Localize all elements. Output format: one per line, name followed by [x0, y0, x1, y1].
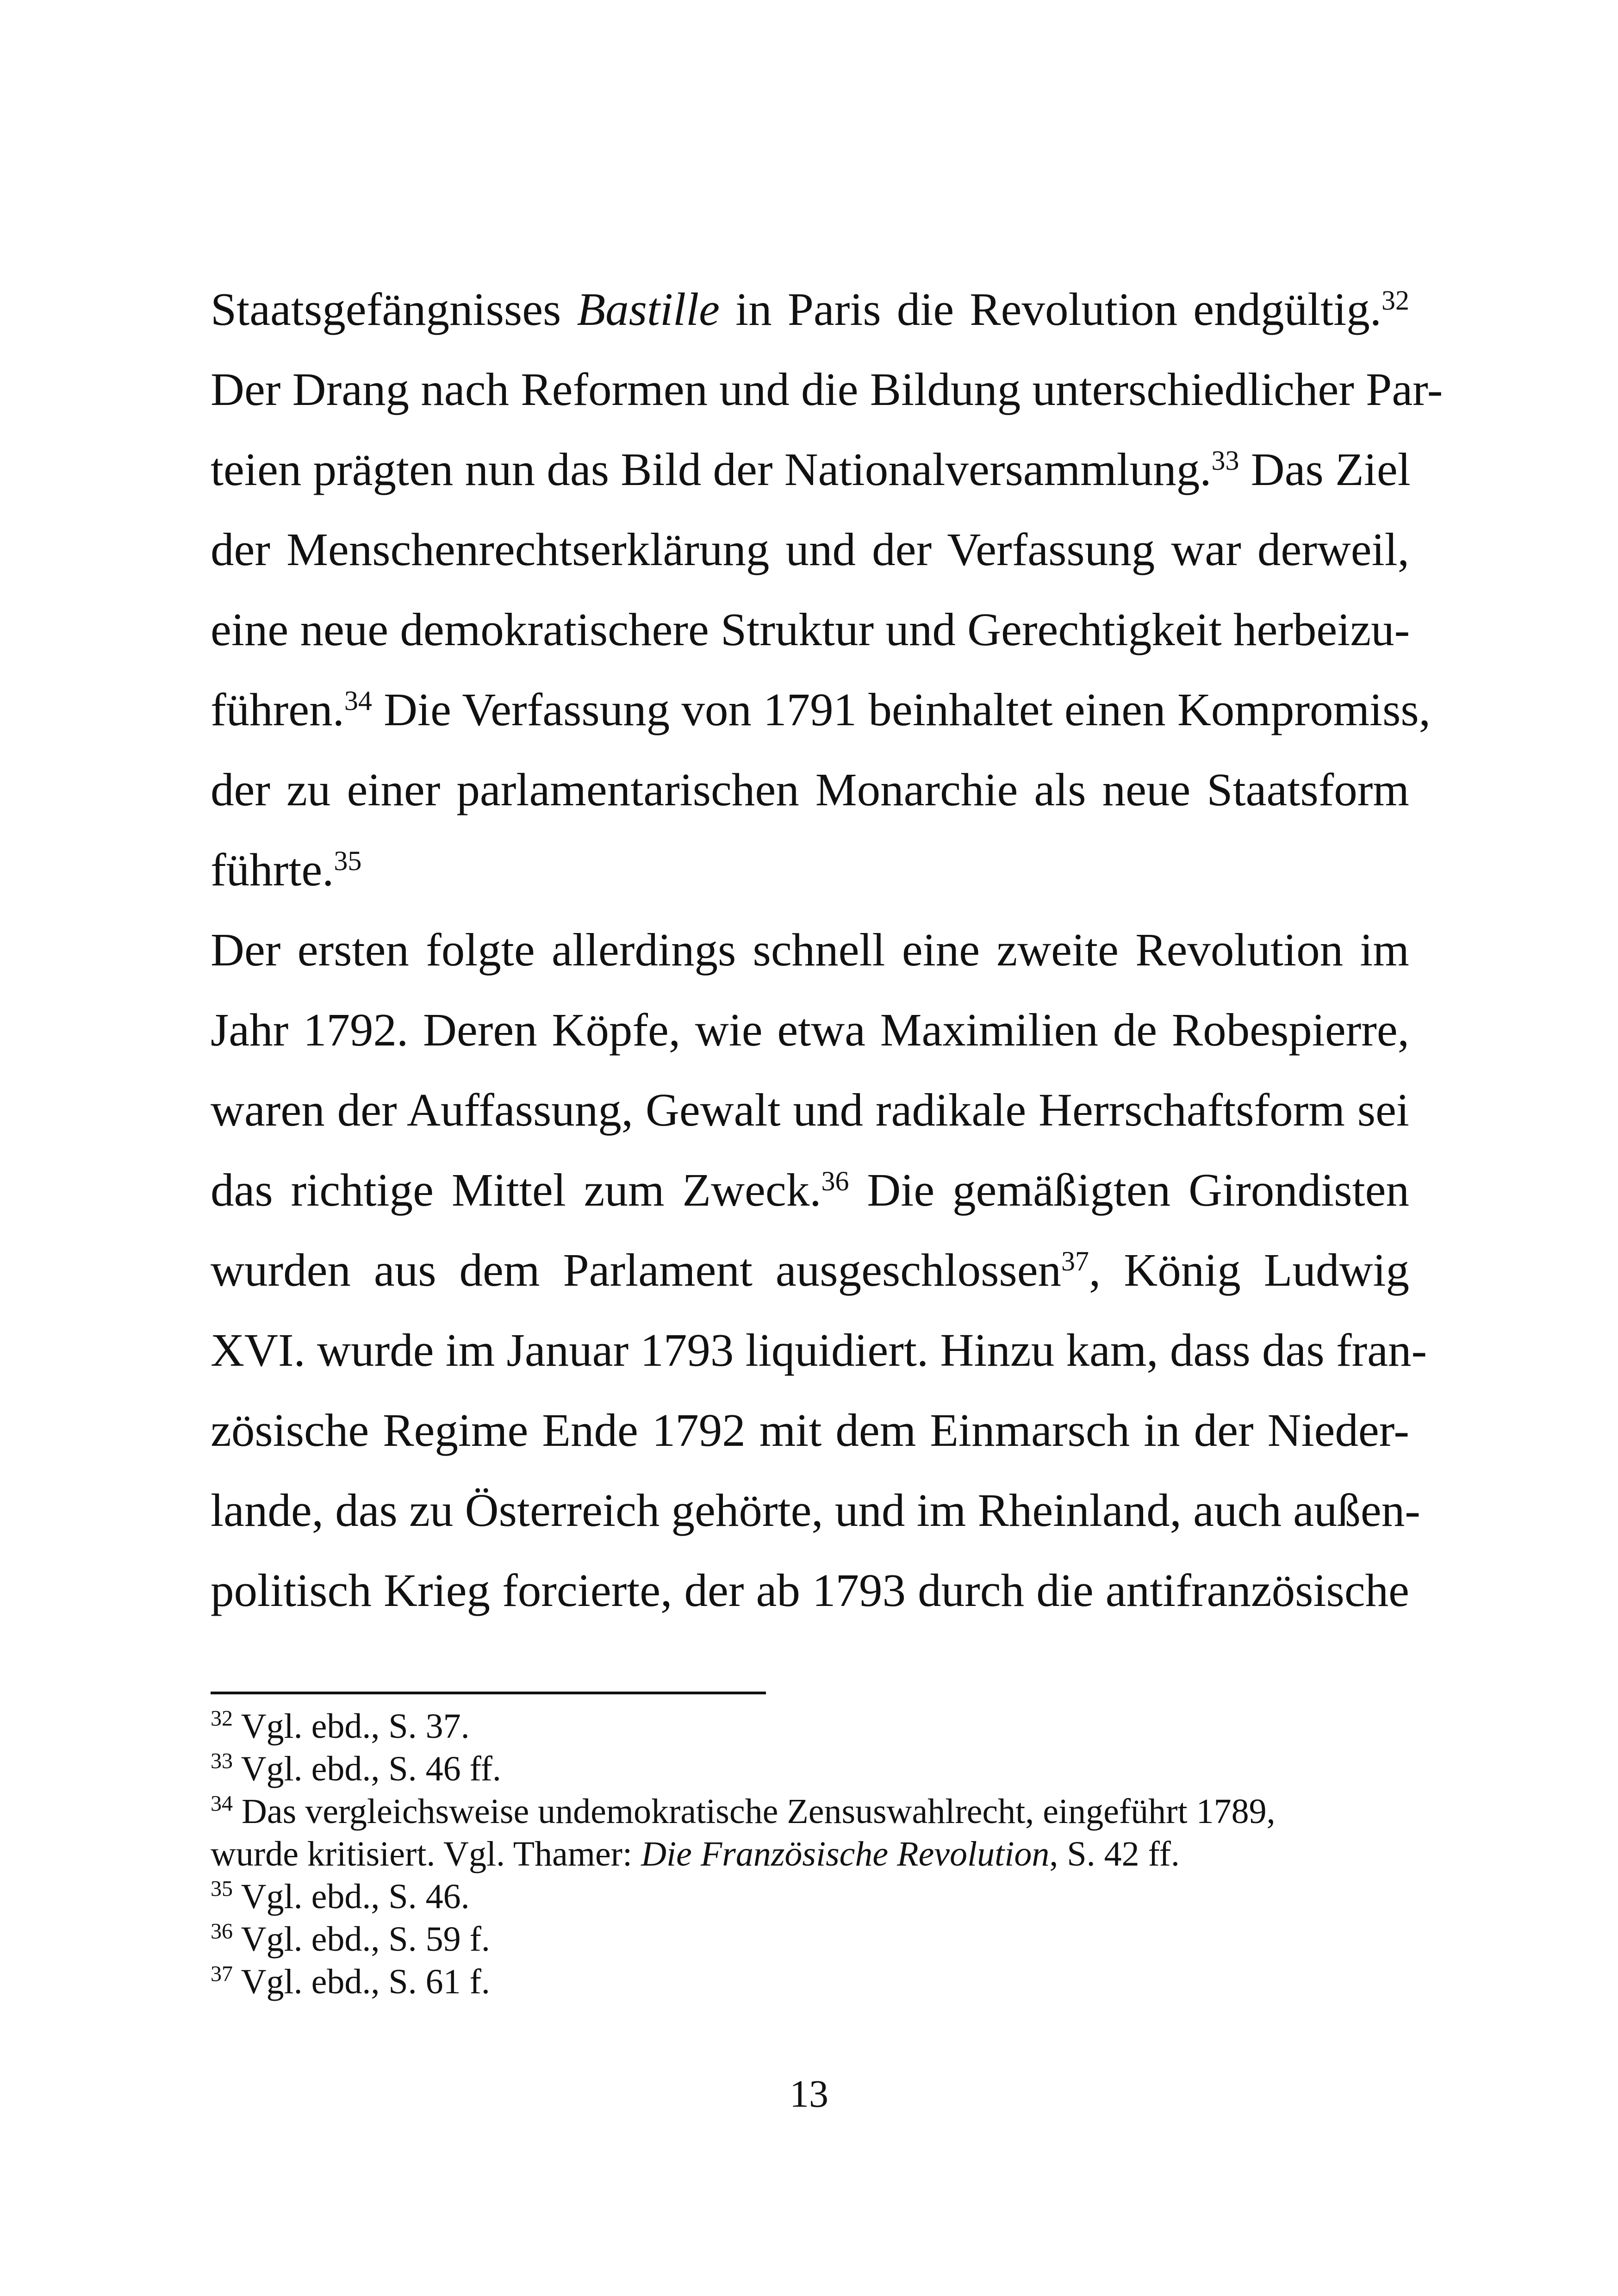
footnote-ref[interactable]: 33	[1211, 445, 1239, 476]
text-line: lande, das zu Österreich gehörte, und im Rheinland, auch außen-	[211, 1484, 1420, 1536]
text-line: politisch Krieg forcierte, der ab 1793 durch die antifranzösische	[211, 1564, 1409, 1616]
footnote: $^{34}$ Das vergleichsweise undemokratische Zensuswahlrecht, eingeführt 1789,	[211, 1791, 1276, 1831]
footnote-ref[interactable]: 36	[821, 1166, 849, 1196]
text-line: das richtige Mittel zum Zweck.$^{36}$ Die gemäßigten Girondisten	[211, 1164, 1409, 1216]
footnote-ref[interactable]: 32	[1382, 285, 1409, 316]
footnote: $^{33}$ Vgl. ebd., S. 46 ff.	[211, 1748, 501, 1788]
text-line: zösische Regime Ende 1792 mit dem Einmarsch in der Nieder-	[211, 1404, 1409, 1456]
text-line: der zu einer parlamentarischen Monarchie als neue Staatsform	[211, 764, 1409, 815]
footnote-ref[interactable]: 35	[334, 846, 362, 876]
page-number: 13	[790, 2072, 828, 2116]
footnote-number: 36	[211, 1919, 233, 1944]
text-line: XVI. wurde im Januar 1793 liquidiert. Hinzu kam, dass das fran-	[211, 1324, 1427, 1376]
text-line: Der ersten folgte allerdings schnell eine zweite Revolution im	[211, 924, 1409, 976]
text-line: wurden aus dem Parlament ausgeschlossen$^{37}$, König Ludwig	[211, 1244, 1409, 1296]
text-line: Der Drang nach Reformen und die Bildung unterschiedlicher Par-	[211, 363, 1443, 415]
text-line: Staatsgefängnisses Bastille in Paris die Revolution endgültig.$^{32}$	[211, 283, 1409, 335]
emphasis-text: Bastille	[577, 283, 720, 335]
text-line: führen.$^{34}$ Die Verfassung von 1791 beinhaltet einen Kompromiss,	[211, 684, 1431, 735]
footnote: $^{36}$ Vgl. ebd., S. 59 f.	[211, 1919, 490, 1959]
footnote-number: 34	[211, 1791, 233, 1816]
text-line: teien prägten nun das Bild der Nationalversammlung.$^{33}$ Das Ziel	[211, 443, 1411, 495]
main-text	[211, 269, 1443, 1630]
footnote-separator	[211, 1692, 766, 1694]
footnote: $^{35}$ Vgl. ebd., S. 46.	[211, 1876, 470, 1916]
footnote-ref[interactable]: 37	[1061, 1246, 1089, 1276]
text-line: eine neue demokratischere Struktur und Gerechtigkeit herbeizu-	[211, 604, 1410, 655]
text-line: führte.$^{35}$	[211, 844, 362, 896]
footnotes	[211, 1705, 1409, 2003]
footnote-number: 35	[211, 1876, 233, 1901]
footnote-ref[interactable]: 34	[344, 685, 372, 716]
footnote-continuation: wurde kritisiert. Vgl. Thamer: Die Französische Revolution, S. 42 ff.	[211, 1835, 1180, 1873]
text-line: Jahr 1792. Deren Köpfe, wie etwa Maximilien de Robespierre,	[211, 1004, 1409, 1056]
footnote-number: 37	[211, 1961, 233, 1986]
text-line: waren der Auffassung, Gewalt und radikale Herrschaftsform sei	[211, 1084, 1409, 1136]
footnote-number: 32	[211, 1706, 233, 1731]
emphasis-text: Die Französische Revolution	[641, 1835, 1050, 1873]
text-line: der Menschenrechtserklärung und der Verfassung war derweil,	[211, 523, 1409, 575]
footnote: $^{37}$ Vgl. ebd., S. 61 f.	[211, 1961, 490, 2001]
footnote-number: 33	[211, 1748, 233, 1773]
footnote: $^{32}$ Vgl. ebd., S. 37.	[211, 1706, 470, 1746]
